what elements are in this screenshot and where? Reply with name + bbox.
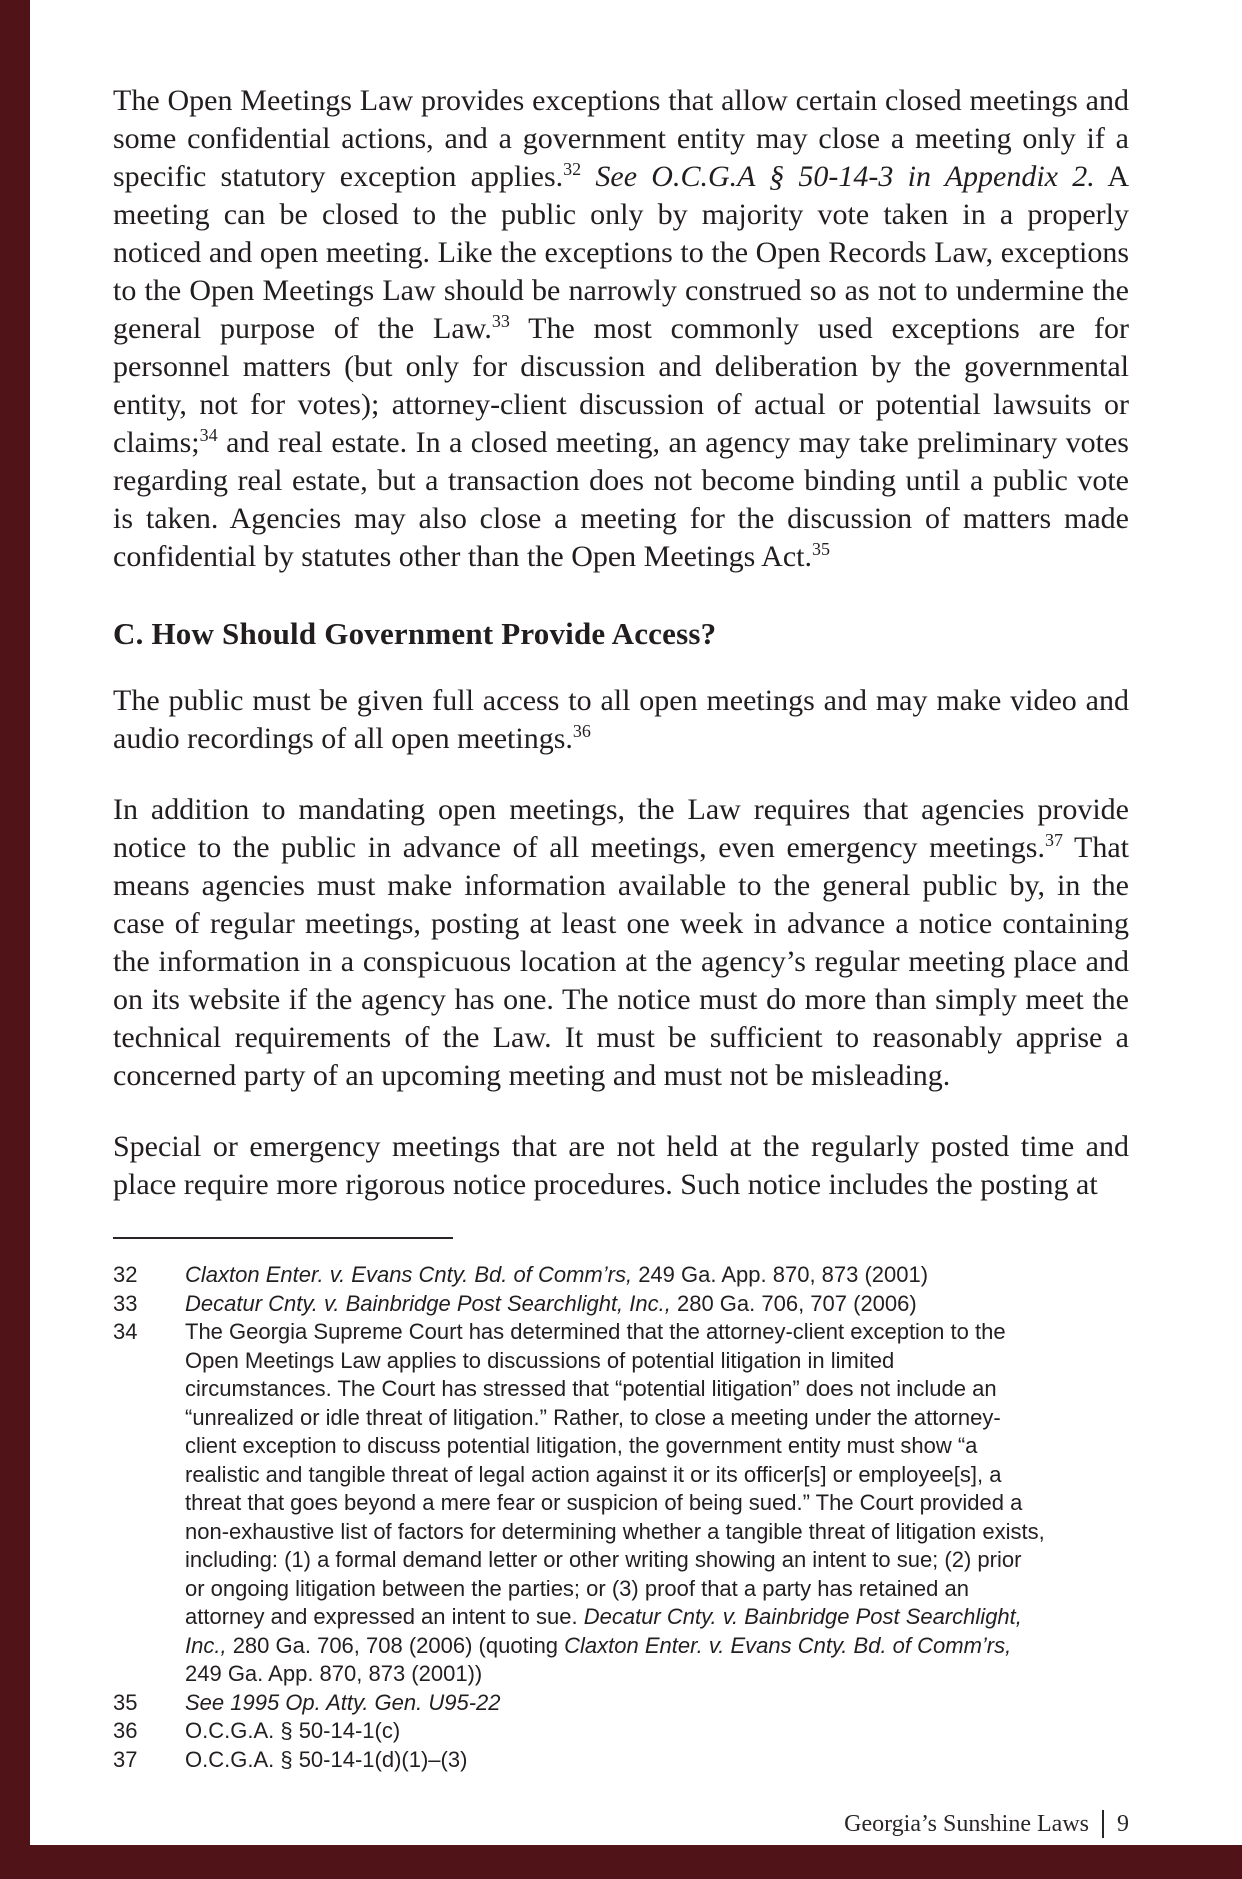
- page-footer: [844, 1810, 1129, 1838]
- footnote-number: 37: [113, 1746, 138, 1772]
- footnote-text: Claxton Enter. v. Evans Cnty. Bd. of Comm’rs, 249 Ga. App. 870, 873 (2001): [185, 1262, 929, 1287]
- footnote-number: 34: [113, 1319, 138, 1344]
- footnote-item: [113, 1746, 1053, 1775]
- body-paragraph-2: The public must be given full access to all open meetings and may make video and audio recordings of all open meetings.$^{36}$: [113, 684, 1129, 755]
- footnote-item: [113, 1261, 1053, 1290]
- footnotes-list: [113, 1239, 1053, 1774]
- footnote-item: [113, 1717, 1053, 1746]
- body-paragraph-3: In addition to mandating open meetings, the Law requires that agencies provide notice to the public in advance of all meetings, even emergency meetings.$^{37}$ That means agencies must make information available to the general public by, in the case of regular meetings, posting at least one week in advance a notice containing the information in a conspicuous location at the agency’s regular meeting place and on its website if the agency has one. The notice must do more than simply meet the technical requirements of the Law. It must be sufficient to reasonably apprise a concerned party of an upcoming meeting and must not be misleading.: [113, 793, 1130, 1092]
- section-heading: C. How Should Government Provide Access?: [113, 616, 717, 651]
- footer-divider: [1102, 1810, 1104, 1838]
- footnote-text: O.C.G.A. § 50-14-1(c): [185, 1718, 401, 1743]
- footnote-item: [113, 1689, 1053, 1718]
- footnote-number: 33: [113, 1290, 138, 1316]
- footer-page-number: 9: [1117, 1810, 1129, 1837]
- footnote-text: Decatur Cnty. v. Bainbridge Post Searchlight, Inc., 280 Ga. 706, 707 (2006): [185, 1290, 917, 1316]
- body-paragraph-1: The Open Meetings Law provides exceptions that allow certain closed meetings and some confidential actions, and a government entity may close a meeting only if a specific statutory exception applies.$^{32}$ See O.C.G.A § 50-14-3 in Appendix 2. A meeting can be closed to the public only by majority vote taken in a properly noticed and open meeting. Like the exceptions to the Open Records Law, exceptions to the Open Meetings Law should be narrowly construed so as not to undermine the general purpose of the Law.$^{33}$ The most commonly used exceptions are for personnel matters (but only for discussion and deliberation by the governmental entity, not for votes); attorney-client discussion of actual or potential lawsuits or claims;$^{34}$ and real estate. In a closed meeting, an agency may take preliminary votes regarding real estate, but a transaction does not become binding until a public vote is taken. Agencies may also close a meeting for the discussion of matters made confidential by statutes other than the Open Meetings Act.$^{35}$: [113, 84, 1130, 573]
- footnote-number: 35: [113, 1689, 138, 1715]
- footnote-item: [113, 1318, 1053, 1689]
- footnote-number: 32: [113, 1262, 138, 1287]
- footnote-text: The Georgia Supreme Court has determined that the attorney-client exception to the Open Meetings Law applies to discussions of potential litigation in limited circumstances. The Court has stressed that “potential litigation” does not include an “unrealized or idle threat of litigation.” Rather, to close a meeting under the attorney-client exception to discuss potential litigation, the government entity must show “a realistic and tangible threat of legal action against it or its officer[s] or employee[s], a threat that goes beyond a mere fear or suspicion of being sued.” The Court provided a non-exhaustive list of factors for determining whether a tangible threat of litigation exists, including: (1) a formal demand letter or other writing showing an intent to sue; (2) prior or ongoing litigation between the parties; or (3) proof that a party has retained an attorney and expressed an intent to sue. Decatur Cnty. v. Bainbridge Post Searchlight, Inc., 280 Ga. 706, 708 (2006) (quoting Claxton Enter. v. Evans Cnty. Bd. of Comm’rs, 249 Ga. App. 870, 873 (2001)): [185, 1319, 1045, 1686]
- footnote-item: [113, 1290, 1053, 1319]
- footnote-text: See 1995 Op. Atty. Gen. U95-22: [185, 1689, 501, 1715]
- page-content: [113, 82, 1129, 1774]
- footer-booklet-title: Georgia’s Sunshine Laws: [844, 1810, 1089, 1837]
- bottom-border-bar: [0, 1845, 1242, 1879]
- left-border-bar: [0, 0, 30, 1879]
- footnote-text: O.C.G.A. § 50-14-1(d)(1)–(3): [185, 1746, 468, 1772]
- body-paragraph-4: Special or emergency meetings that are not held at the regularly posted time and place require more rigorous notice procedures. Such notice includes the posting at: [113, 1130, 1129, 1201]
- footnote-number: 36: [113, 1718, 138, 1743]
